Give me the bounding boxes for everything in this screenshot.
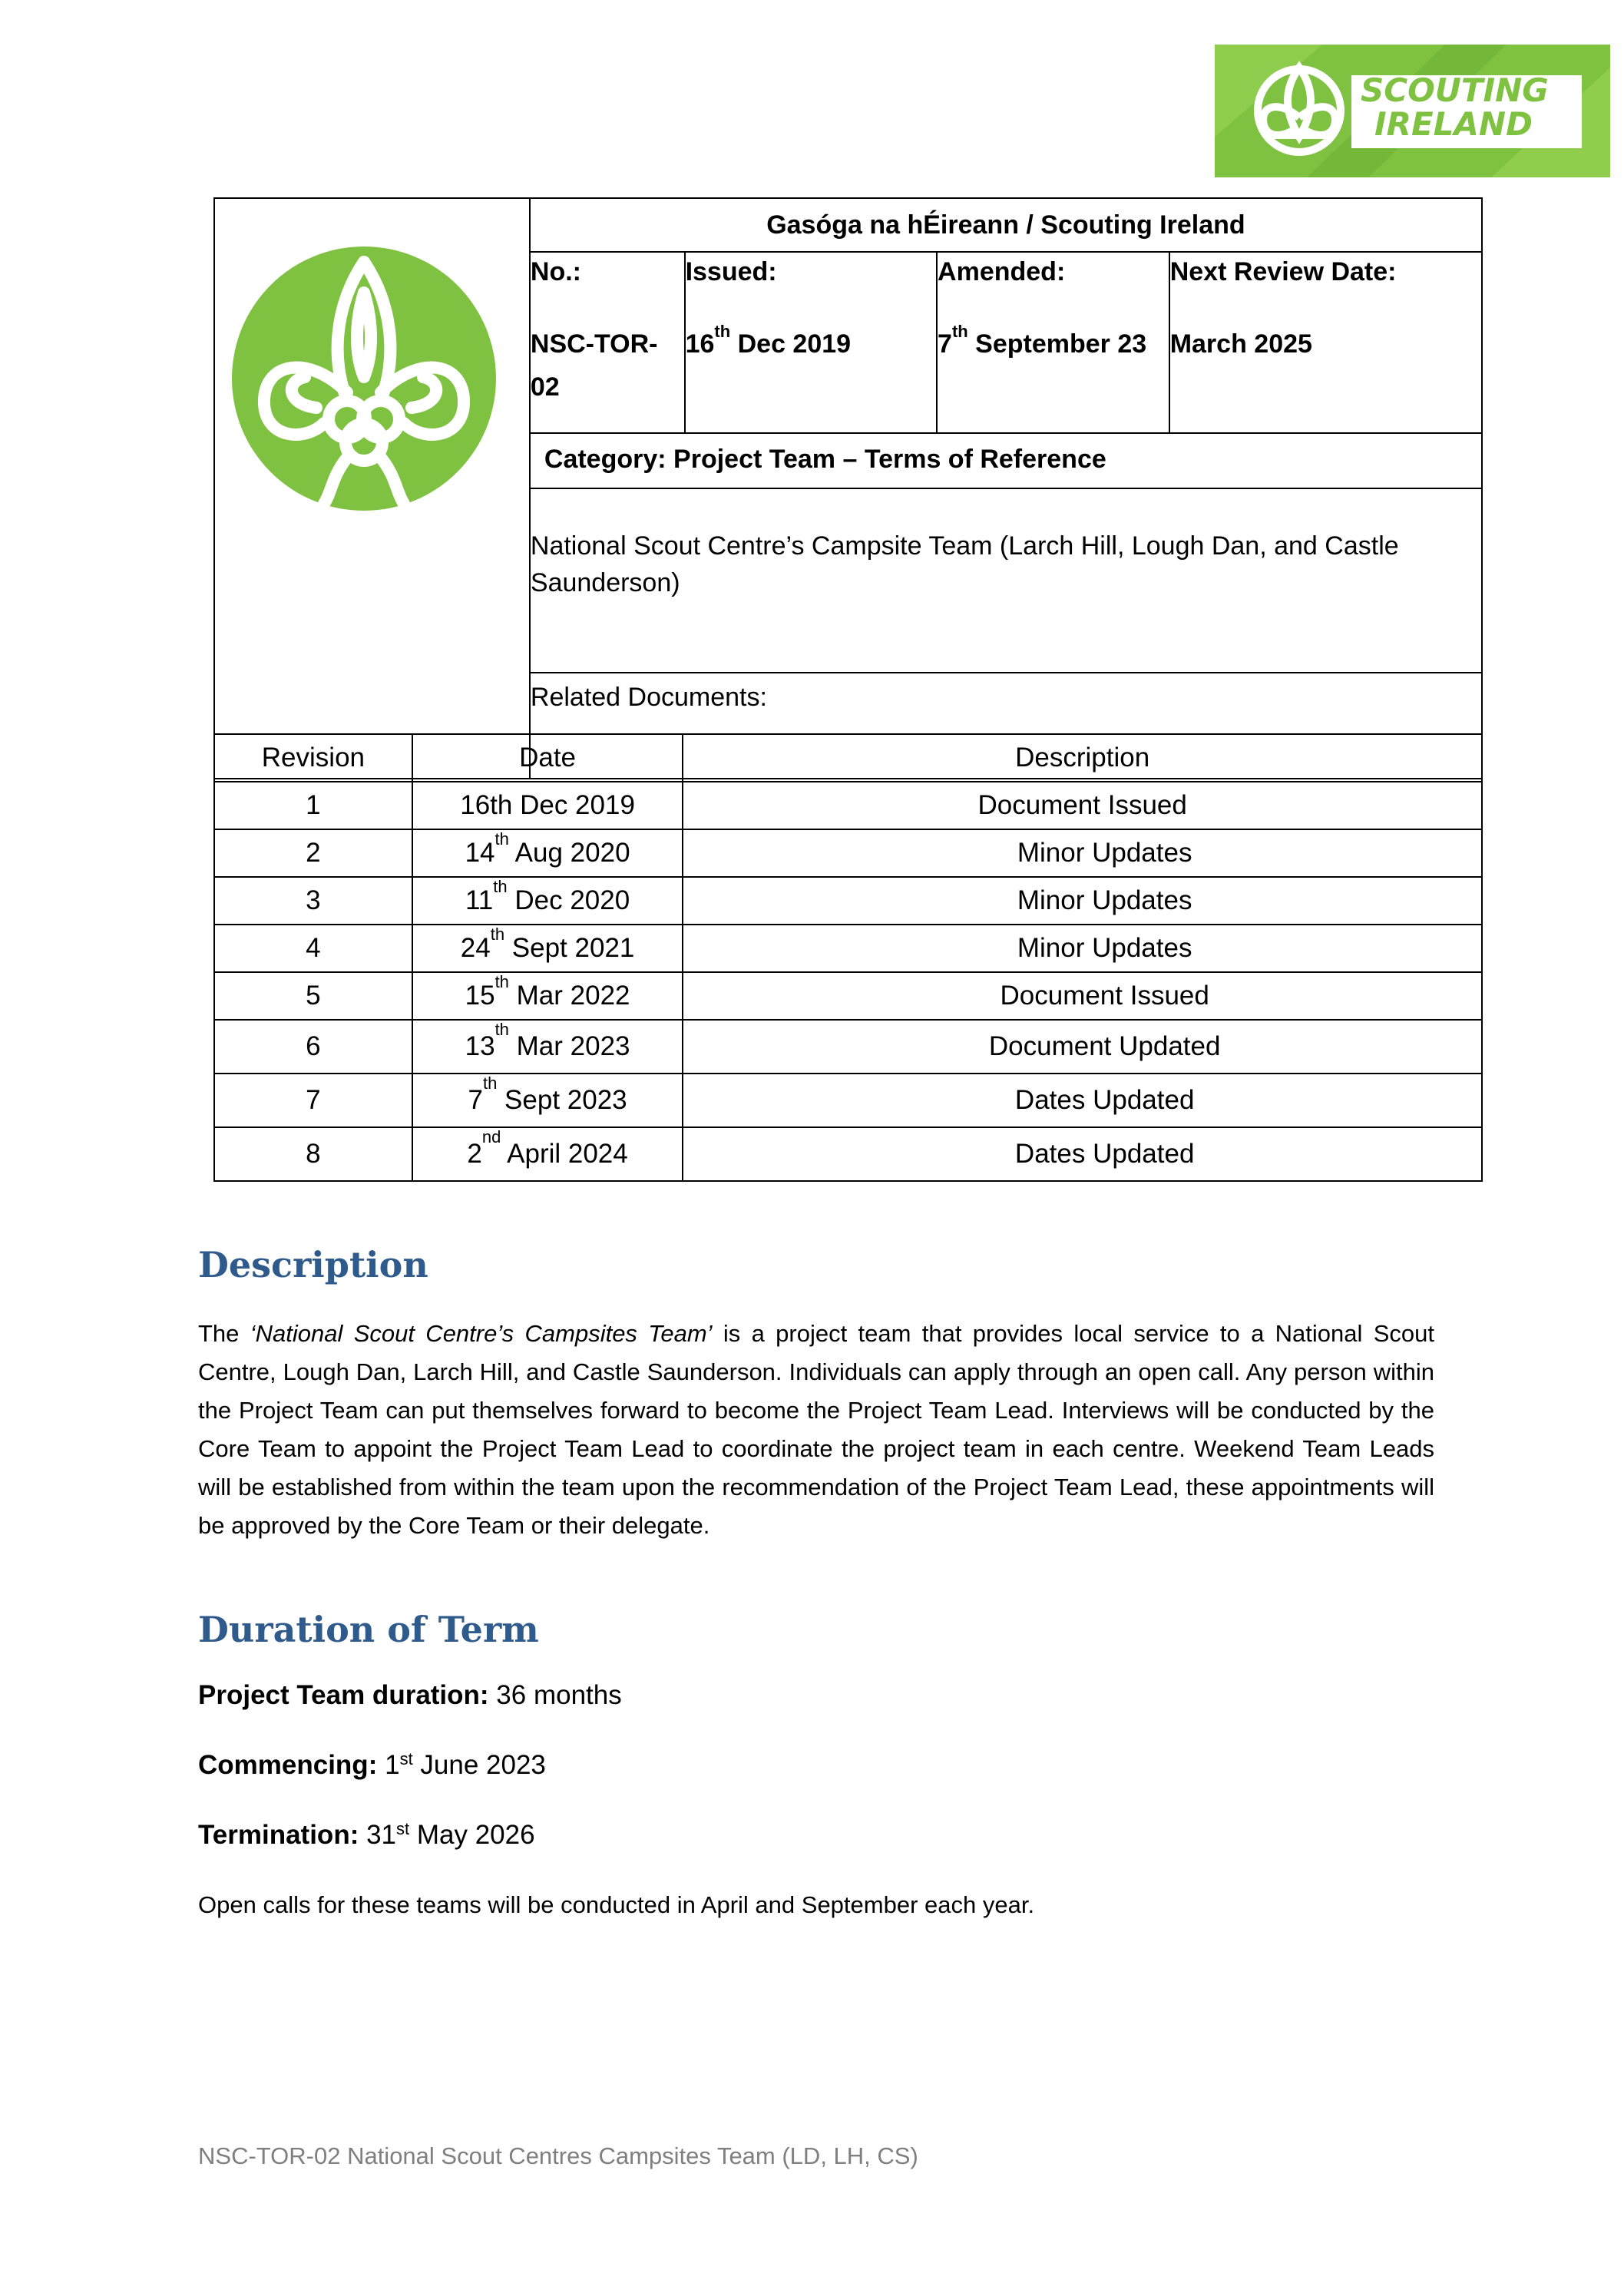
commencing-date: Commencing: 1st June 2023 — [198, 1749, 546, 1780]
revision-date: 11th Dec 2020 — [412, 877, 683, 925]
doc-number-label: No.: — [530, 257, 581, 286]
issued-label: Issued: — [685, 257, 777, 286]
revision-number: 3 — [214, 877, 412, 925]
team-name: ‘National Scout Centre’s Campsites Team’ — [250, 1320, 713, 1347]
revision-number: 4 — [214, 925, 412, 972]
revision-date: 16th Dec 2019 — [412, 782, 683, 829]
brand-line-1: SCOUTING — [1361, 71, 1549, 109]
description-body: The ‘National Scout Centre’s Campsites Team’ is a project team that provides local service to a National Scout Centre, Lough Dan, Larch Hill, and Castle Saunderson. Individuals can apply through an open call. Any person within the Project Team can put themselves forward to become the Project Team Lead. Interviews will be conducted by the Core Team to appoint the Project Team Lead to coordinate the project team in each centre. Weekend Team Leads will be established from within the team upon the recommendation of the Project Team Lead, these appointments will be approved by the Core Team or their delegate. — [198, 1320, 1435, 1539]
review-label: Next Review Date: — [1169, 257, 1397, 286]
termination-date: Termination: 31st May 2026 — [198, 1819, 535, 1850]
description-header: Description — [683, 734, 1482, 782]
revision-header: Revision — [214, 734, 412, 782]
document-header-table — [213, 197, 1483, 779]
revision-table — [213, 733, 1483, 1182]
fleur-de-lis-emblem-icon — [232, 246, 497, 511]
review-value: March 2025 — [1169, 329, 1312, 359]
team-title: National Scout Centre’s Campsite Team (Larch Hill, Lough Dan, and Castle Saunderson) — [530, 488, 1482, 673]
revision-number: 6 — [214, 1020, 412, 1074]
scouting-ireland-banner — [1215, 45, 1610, 177]
table-row — [214, 1127, 1482, 1181]
org-title: Gasóga na hÉireann / Scouting Ireland — [530, 198, 1482, 252]
revision-description: Minor Updates — [683, 829, 1482, 877]
open-calls-note: Open calls for these teams will be conducted in April and September each year. — [198, 1891, 1035, 1918]
page-footer: NSC-TOR-02 National Scout Centres Campsites Team (LD, LH, CS) — [198, 2142, 918, 2169]
category: Category: Project Team – Terms of Reference — [530, 433, 1482, 488]
doc-number-value: NSC-TOR-02 — [530, 329, 658, 402]
table-row — [214, 782, 1482, 829]
revision-description: Document Issued — [683, 972, 1482, 1020]
revision-description: Minor Updates — [683, 877, 1482, 925]
fleur-de-lis-icon — [1258, 68, 1341, 152]
brand-wordmark — [1361, 71, 1549, 143]
brand-line-2: IRELAND — [1374, 105, 1533, 143]
duration-heading: Duration of Term — [198, 1609, 539, 1650]
description-heading: Description — [198, 1244, 428, 1285]
revision-date: 14th Aug 2020 — [412, 829, 683, 877]
revision-description: Document Issued — [683, 782, 1482, 829]
revision-number: 8 — [214, 1127, 412, 1181]
table-row — [214, 877, 1482, 925]
revision-number: 2 — [214, 829, 412, 877]
revision-date: 15th Mar 2022 — [412, 972, 683, 1020]
emblem-cell — [214, 198, 530, 779]
revision-date: 13th Mar 2023 — [412, 1020, 683, 1074]
issued-cell — [685, 252, 937, 433]
revision-number: 5 — [214, 972, 412, 1020]
revision-date: 7th Sept 2023 — [412, 1074, 683, 1127]
table-row — [214, 972, 1482, 1020]
revision-date: 2nd April 2024 — [412, 1127, 683, 1181]
review-cell — [1169, 252, 1482, 433]
amended-cell — [937, 252, 1169, 433]
revision-description: Dates Updated — [683, 1127, 1482, 1181]
revision-description: Minor Updates — [683, 925, 1482, 972]
revision-header-row — [214, 734, 1482, 782]
table-row — [214, 925, 1482, 972]
date-header: Date — [412, 734, 683, 782]
table-row — [214, 1074, 1482, 1127]
project-duration: Project Team duration: 36 months — [198, 1680, 622, 1710]
doc-number-cell — [530, 252, 685, 433]
table-row — [214, 1020, 1482, 1074]
issued-value: 16th Dec 2019 — [685, 322, 852, 359]
related-documents: Related Documents: — [530, 673, 1482, 779]
revision-description: Dates Updated — [683, 1074, 1482, 1127]
revision-date: 24th Sept 2021 — [412, 925, 683, 972]
revision-number: 1 — [214, 782, 412, 829]
revision-description: Document Updated — [683, 1020, 1482, 1074]
amended-value: 7th September 23 — [938, 322, 1147, 359]
amended-label: Amended: — [938, 257, 1066, 286]
table-row — [214, 829, 1482, 877]
revision-number: 7 — [214, 1074, 412, 1127]
